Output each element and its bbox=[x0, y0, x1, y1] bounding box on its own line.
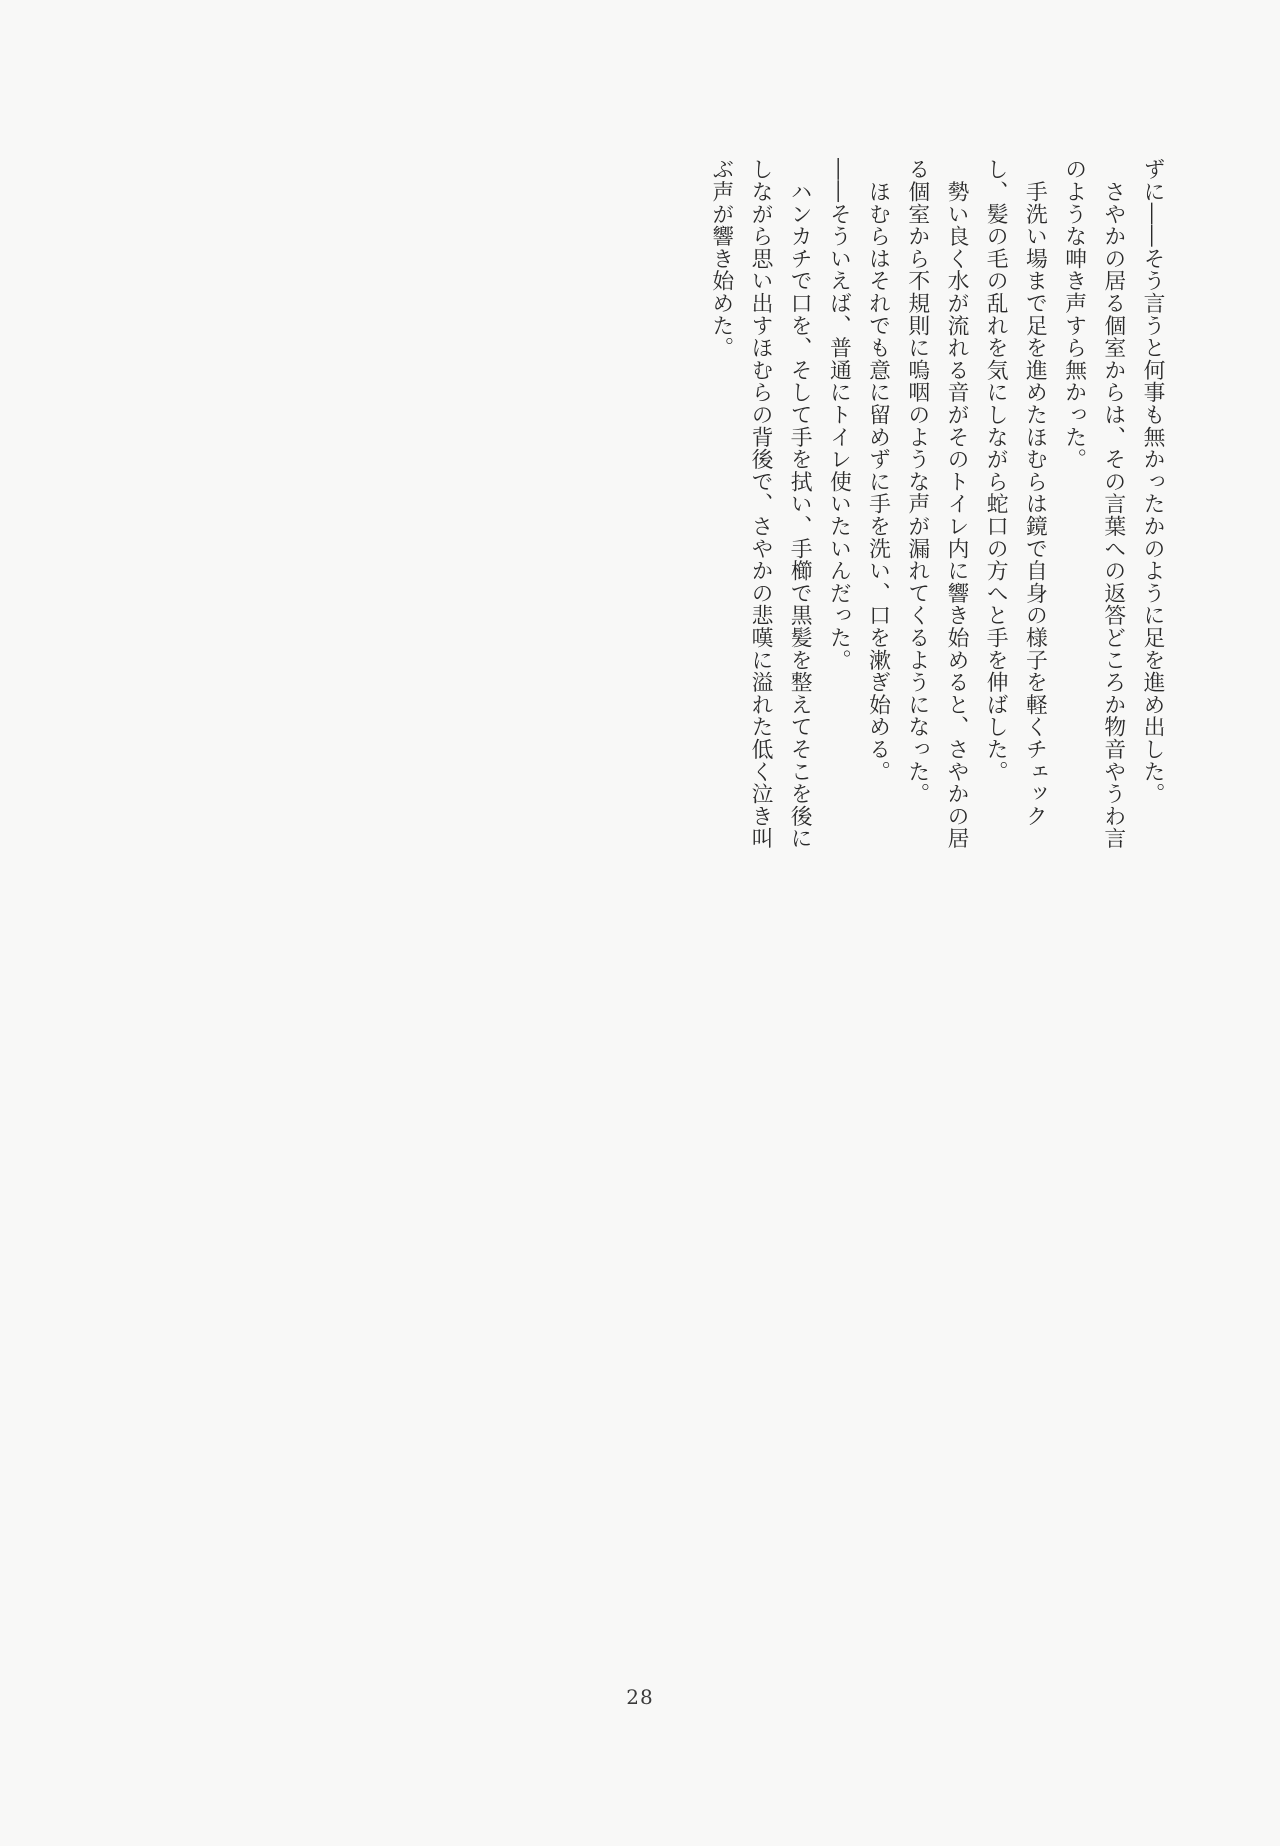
vertical-text-body bbox=[702, 158, 1172, 1038]
text-line: のような呻き声すら無かった。 bbox=[1061, 158, 1087, 471]
text-line: し、髪の毛の乱れを気にしながら蛇口の方へと手を伸ばした。 bbox=[983, 158, 1009, 783]
text-line: ――そういえば、普通にトイレ使いたいんだった。 bbox=[826, 158, 852, 671]
text-line: 勢い良く水が流れる音がそのトイレ内に響き始めると、さやかの居 bbox=[943, 158, 969, 850]
text-line: る個室から不規則に嗚咽のような声が漏れてくるようになった。 bbox=[904, 158, 930, 805]
text-line: 手洗い場まで足を進めたほむらは鏡で自身の様子を軽くチェック bbox=[1022, 158, 1048, 827]
text-line: ほむらはそれでも意に留めずに手を洗い、口を漱ぎ始める。 bbox=[865, 158, 891, 783]
text-line: ずに――そう言うと何事も無かったかのように足を進め出した。 bbox=[1140, 158, 1165, 805]
text-line: さやかの居る個室からは、その言葉への返答どころか物音やうわ言 bbox=[1100, 158, 1126, 850]
text-line: ぶ声が響き始めた。 bbox=[708, 158, 734, 359]
text-line: ハンカチで口を、そして手を拭い、手櫛で黒髪を整えてそこを後に bbox=[787, 158, 813, 850]
page-number: 28 bbox=[626, 1685, 654, 1709]
text-line: しながら思い出すほむらの背後で、さやかの悲嘆に溢れた低く泣き叫 bbox=[747, 158, 773, 850]
